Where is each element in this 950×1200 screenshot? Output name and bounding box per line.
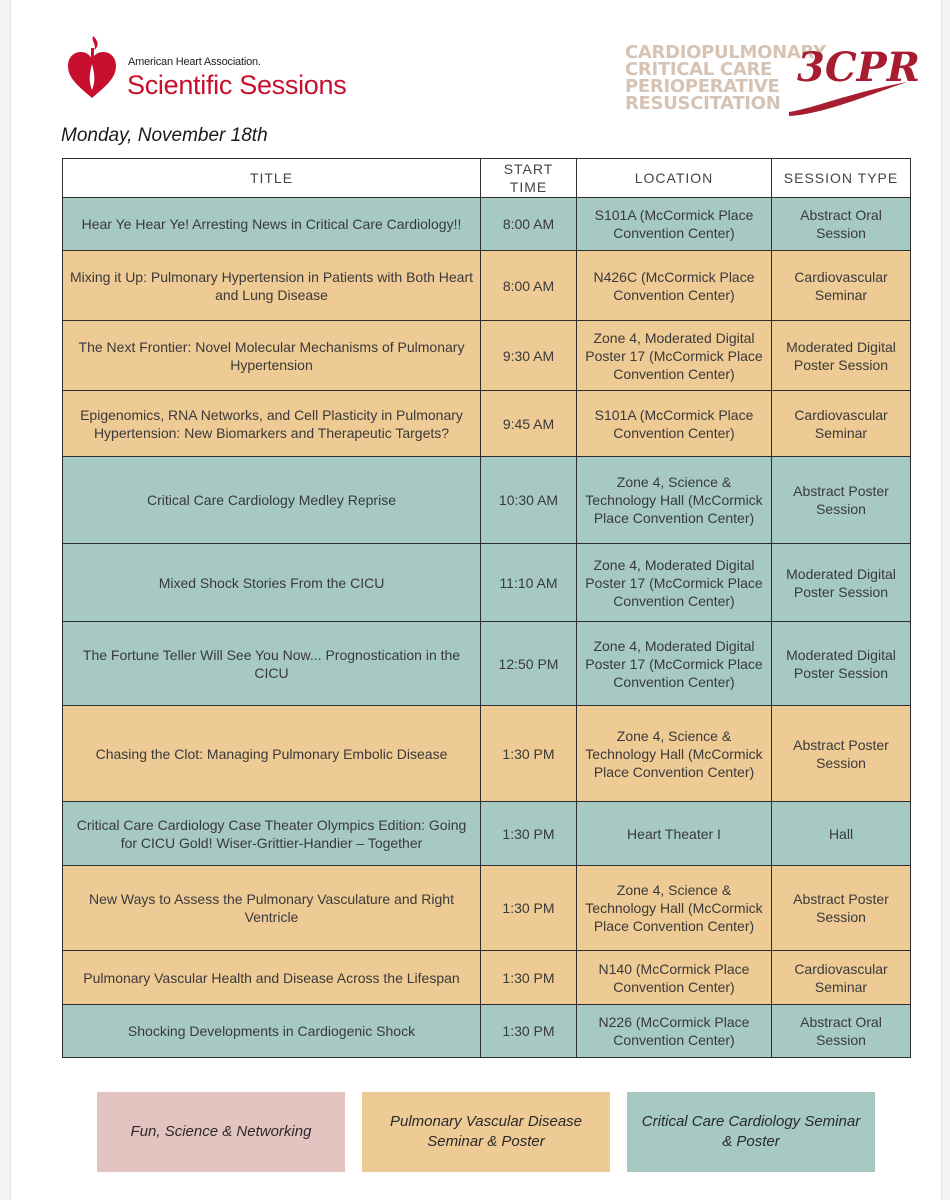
session-type: Cardiovascular Seminar — [772, 951, 911, 1005]
legend-label: Pulmonary Vascular Disease Seminar & Poster — [389, 1113, 583, 1150]
session-location: N226 (McCormick Place Convention Center) — [577, 1005, 772, 1058]
session-location: Zone 4, Science & Technology Hall (McCormick Place Convention Center) — [577, 457, 772, 544]
table-row — [63, 1005, 911, 1058]
table-header-row — [63, 159, 911, 198]
legend-pulmonary-vascular — [362, 1092, 610, 1172]
session-title: Pulmonary Vascular Health and Disease Across the Lifespan — [63, 951, 481, 1005]
session-time: 10:30 AM — [481, 457, 577, 544]
swoosh-icon — [785, 78, 910, 118]
session-title: Mixed Shock Stories From the CICU — [63, 544, 481, 622]
council-line-2: CRITICAL CARE — [625, 59, 773, 80]
session-time: 8:00 AM — [481, 251, 577, 321]
council-line-1: CARDIOPULMONARY — [625, 42, 826, 63]
legend-fun-science-networking — [97, 1092, 345, 1172]
session-type: Abstract Poster Session — [772, 457, 911, 544]
session-type: Moderated Digital Poster Session — [772, 622, 911, 706]
session-title: Critical Care Cardiology Medley Reprise — [63, 457, 481, 544]
session-title: The Fortune Teller Will See You Now... Prognostication in the CICU — [63, 622, 481, 706]
session-title: New Ways to Assess the Pulmonary Vasculature and Right Ventricle — [63, 866, 481, 951]
session-time: 12:50 PM — [481, 622, 577, 706]
session-location: N426C (McCormick Place Convention Center) — [577, 251, 772, 321]
council-line-3: PERIOPERATIVE — [625, 76, 780, 97]
legend-critical-care — [627, 1092, 875, 1172]
session-type: Abstract Poster Session — [772, 706, 911, 802]
session-location: S101A (McCormick Place Convention Center) — [577, 391, 772, 457]
table-row — [63, 251, 911, 321]
table-row — [63, 457, 911, 544]
session-title: Critical Care Cardiology Case Theater Olympics Edition: Going for CICU Gold! Wiser-Grittier-Handier – Together — [63, 802, 481, 866]
session-location: Zone 4, Moderated Digital Poster 17 (McCormick Place Convention Center) — [577, 544, 772, 622]
session-type: Moderated Digital Poster Session — [772, 544, 911, 622]
session-time: 1:30 PM — [481, 706, 577, 802]
session-type: Cardiovascular Seminar — [772, 391, 911, 457]
schedule-table — [62, 158, 911, 1058]
legend-label: Fun, Science & Networking — [130, 1123, 312, 1140]
session-title: The Next Frontier: Novel Molecular Mechanisms of Pulmonary Hypertension — [63, 321, 481, 391]
table-row — [63, 544, 911, 622]
session-location: Zone 4, Moderated Digital Poster 17 (McCormick Place Convention Center) — [577, 321, 772, 391]
event-title: Scientific Sessions — [127, 70, 347, 100]
session-title: Shocking Developments in Cardiogenic Shock — [63, 1005, 481, 1058]
session-time: 9:45 AM — [481, 391, 577, 457]
schedule-page — [10, 0, 942, 1200]
aha-heart-torch-icon — [66, 34, 118, 100]
schedule-date: Monday, November 18th — [61, 125, 268, 146]
session-type: Cardiovascular Seminar — [772, 251, 911, 321]
session-type: Abstract Oral Session — [772, 198, 911, 251]
session-time: 1:30 PM — [481, 951, 577, 1005]
council-line-4: RESUSCITATION — [625, 93, 781, 114]
table-row — [63, 622, 911, 706]
table-row — [63, 866, 911, 951]
session-type: Hall — [772, 802, 911, 866]
table-row — [63, 391, 911, 457]
session-title: Epigenomics, RNA Networks, and Cell Plasticity in Pulmonary Hypertension: New Biomarkers and Therapeutic Targets? — [63, 391, 481, 457]
session-location: N140 (McCormick Place Convention Center) — [577, 951, 772, 1005]
session-location: Zone 4, Science & Technology Hall (McCormick Place Convention Center) — [577, 866, 772, 951]
session-location: Zone 4, Science & Technology Hall (McCormick Place Convention Center) — [577, 706, 772, 802]
session-type: Abstract Poster Session — [772, 866, 911, 951]
session-time: 1:30 PM — [481, 866, 577, 951]
council-logo — [625, 42, 920, 118]
session-location: Heart Theater I — [577, 802, 772, 866]
table-row — [63, 321, 911, 391]
session-time: 1:30 PM — [481, 802, 577, 866]
table-row — [63, 706, 911, 802]
session-location: Zone 4, Moderated Digital Poster 17 (McCormick Place Convention Center) — [577, 622, 772, 706]
session-location: S101A (McCormick Place Convention Center) — [577, 198, 772, 251]
session-title: Hear Ye Hear Ye! Arresting News in Critical Care Cardiology!! — [63, 198, 481, 251]
session-title: Chasing the Clot: Managing Pulmonary Embolic Disease — [63, 706, 481, 802]
table-row — [63, 198, 911, 251]
session-title: Mixing it Up: Pulmonary Hypertension in Patients with Both Heart and Lung Disease — [63, 251, 481, 321]
aha-org-name: American Heart Association. — [128, 56, 261, 68]
session-type: Abstract Oral Session — [772, 1005, 911, 1058]
table-row — [63, 802, 911, 866]
council-mark: 3CPR — [797, 44, 920, 91]
session-time: 8:00 AM — [481, 198, 577, 251]
session-time: 1:30 PM — [481, 1005, 577, 1058]
col-header-location: LOCATION — [577, 159, 772, 198]
table-row — [63, 951, 911, 1005]
col-header-session-type: SESSION TYPE — [772, 159, 911, 198]
col-header-start-time: START TIME — [481, 159, 577, 198]
legend-label: Critical Care Cardiology Seminar & Poster — [641, 1113, 861, 1150]
session-time: 11:10 AM — [481, 544, 577, 622]
session-time: 9:30 AM — [481, 321, 577, 391]
col-header-title: TITLE — [63, 159, 481, 198]
session-type: Moderated Digital Poster Session — [772, 321, 911, 391]
